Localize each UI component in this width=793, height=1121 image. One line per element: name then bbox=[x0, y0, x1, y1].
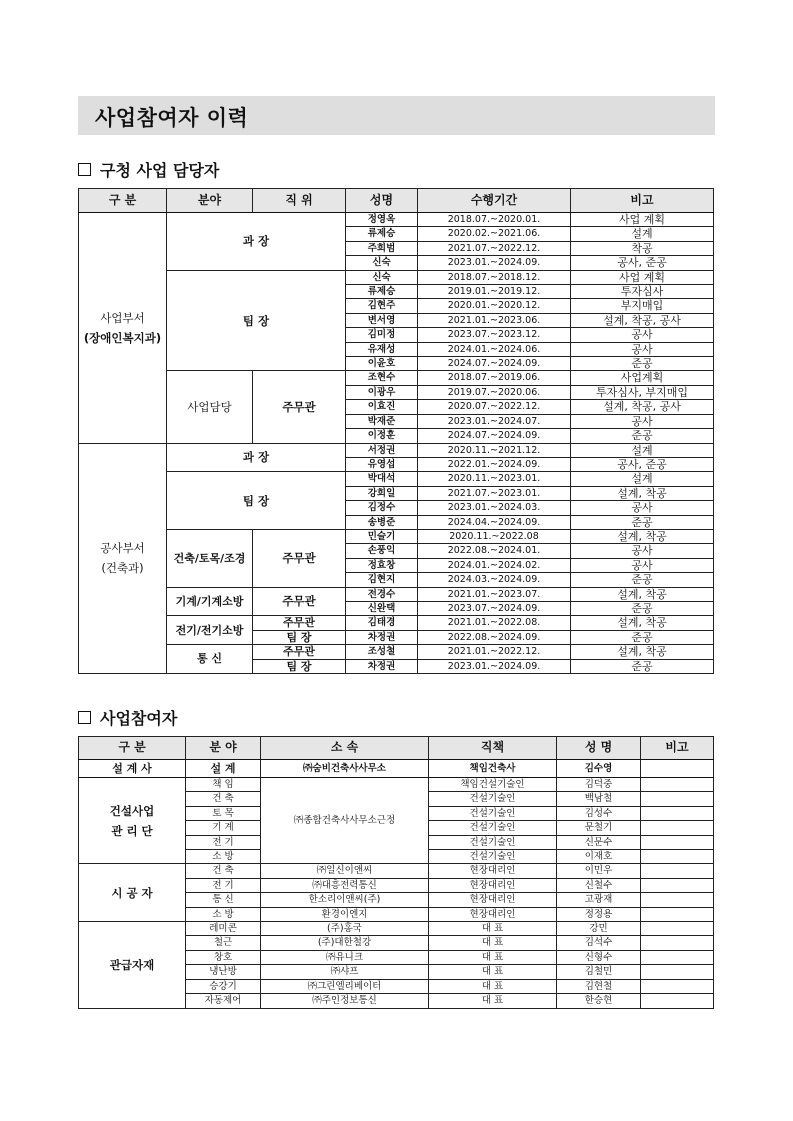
group-label: 사업부서 bbox=[100, 310, 145, 325]
note-cell bbox=[641, 994, 714, 1008]
name-cell: 김철민 bbox=[557, 965, 641, 979]
field-cell: 기 계 bbox=[186, 821, 261, 835]
name-cell: 변서영 bbox=[346, 313, 418, 327]
header-cell: 성 명 bbox=[557, 737, 641, 760]
header-cell: 비고 bbox=[571, 189, 714, 213]
section-title: 구청 사업 담당자 bbox=[100, 161, 220, 180]
note-cell: 설계, 착공, 공사 bbox=[571, 313, 714, 327]
period-cell: 2021.07.~2022.12. bbox=[418, 241, 571, 255]
role-cell: 건설기술인 bbox=[429, 821, 557, 835]
field-cell: 전 기 bbox=[186, 878, 261, 892]
org-cell: ㈜일신이앤씨 bbox=[261, 864, 429, 878]
role-cell: 건설기술인 bbox=[429, 850, 557, 864]
field-cell: 건축/토목/조경 bbox=[167, 529, 253, 587]
note-cell bbox=[641, 850, 714, 864]
note-cell: 부지매입 bbox=[571, 299, 714, 313]
name-cell: 류제승 bbox=[346, 285, 418, 299]
position-cell: 주무관 bbox=[253, 616, 346, 630]
role-cell: 현장대리인 bbox=[429, 893, 557, 907]
field-cell: 전기/전기소방 bbox=[167, 616, 253, 645]
period-cell: 2018.07.~2019.06. bbox=[418, 371, 571, 385]
header-cell: 소 속 bbox=[261, 737, 429, 760]
name-cell: 한승현 bbox=[557, 994, 641, 1008]
note-cell: 준공 bbox=[571, 429, 714, 443]
note-cell bbox=[641, 835, 714, 849]
note-cell bbox=[641, 936, 714, 950]
note-cell: 사업 계획 bbox=[571, 213, 714, 227]
name-cell: 고광재 bbox=[557, 893, 641, 907]
period-cell: 2024.07.~2024.09. bbox=[418, 357, 571, 371]
field-cell: 철근 bbox=[186, 936, 261, 950]
name-cell: 김현지 bbox=[346, 573, 418, 587]
role-cell: 건설기술인 bbox=[429, 806, 557, 820]
table-row bbox=[79, 270, 714, 284]
header-cell: 분 야 bbox=[186, 737, 261, 760]
name-cell: 신완택 bbox=[346, 601, 418, 615]
name-cell: 백남철 bbox=[557, 792, 641, 806]
position-cell: 주무관 bbox=[253, 587, 346, 616]
name-cell: 조현수 bbox=[346, 371, 418, 385]
period-cell: 2024.01.~2024.06. bbox=[418, 342, 571, 356]
name-cell: 이윤호 bbox=[346, 357, 418, 371]
role-cell: 대 표 bbox=[429, 950, 557, 964]
org-cell: 환경이엔지 bbox=[261, 907, 429, 921]
period-cell: 2022.08.~2024.01. bbox=[418, 544, 571, 558]
field-cell: 통 신 bbox=[186, 893, 261, 907]
note-cell bbox=[641, 950, 714, 964]
group-label: 공사부서 bbox=[100, 541, 145, 556]
note-cell: 설계, 착공, 공사 bbox=[571, 400, 714, 414]
role-cell: 대 표 bbox=[429, 936, 557, 950]
position-cell: 주무관 bbox=[253, 371, 346, 443]
group-cell: 시 공 자 bbox=[79, 864, 186, 922]
page-title: 사업참여자 이력 bbox=[95, 106, 249, 130]
field-cell: 통 신 bbox=[167, 645, 253, 674]
period-cell: 2024.01.~2024.02. bbox=[418, 558, 571, 572]
name-cell: 문철기 bbox=[557, 821, 641, 835]
position-cell: 주무관 bbox=[253, 529, 346, 587]
group-cell bbox=[79, 443, 167, 674]
period-cell: 2021.01.~2023.07. bbox=[418, 587, 571, 601]
name-cell: 이재호 bbox=[557, 850, 641, 864]
note-cell: 설계, 착공 bbox=[571, 486, 714, 500]
org-cell: ㈜샤프 bbox=[261, 965, 429, 979]
table-row bbox=[79, 587, 714, 601]
field-cell: 냉난방 bbox=[186, 965, 261, 979]
name-cell: 손풍익 bbox=[346, 544, 418, 558]
position-cell: 팀 장 bbox=[253, 659, 346, 673]
position-cell: 팀 장 bbox=[167, 270, 346, 371]
table-row bbox=[79, 213, 714, 227]
org-cell: ㈜대흥전력통신 bbox=[261, 878, 429, 892]
name-cell: 정효창 bbox=[346, 558, 418, 572]
org-cell: ㈜숨비건축사사무소 bbox=[261, 760, 429, 778]
table-row bbox=[79, 472, 714, 486]
group-sublabel: (장애인복지과) bbox=[83, 330, 162, 345]
note-cell: 공사 bbox=[571, 328, 714, 342]
note-cell: 준공 bbox=[571, 601, 714, 615]
group-cell: 관급자재 bbox=[79, 922, 186, 1008]
note-cell: 준공 bbox=[571, 357, 714, 371]
field-cell: 사업담당 bbox=[167, 371, 253, 443]
note-cell bbox=[641, 792, 714, 806]
org-cell: ㈜그린엘리베이터 bbox=[261, 979, 429, 993]
period-cell: 2020.01.~2020.12. bbox=[418, 299, 571, 313]
period-cell: 2022.08.~2024.09. bbox=[418, 630, 571, 644]
position-cell: 과 장 bbox=[167, 213, 346, 271]
name-cell: 김수영 bbox=[557, 760, 641, 778]
name-cell: 김덕중 bbox=[557, 778, 641, 792]
role-cell: 대 표 bbox=[429, 922, 557, 936]
period-cell: 2024.03.~2024.09. bbox=[418, 573, 571, 587]
table-header-row bbox=[79, 737, 714, 760]
field-cell: 소 방 bbox=[186, 850, 261, 864]
note-cell bbox=[641, 760, 714, 778]
name-cell: 이민우 bbox=[557, 864, 641, 878]
checkbox-square-icon bbox=[78, 163, 91, 176]
table-row bbox=[79, 864, 714, 878]
name-cell: 강희일 bbox=[346, 486, 418, 500]
header-cell: 성명 bbox=[346, 189, 418, 213]
note-cell: 사업계획 bbox=[571, 371, 714, 385]
name-cell: 류제승 bbox=[346, 227, 418, 241]
period-cell: 2020.11.~2022.08 bbox=[418, 529, 571, 543]
period-cell: 2020.07.~2022.12. bbox=[418, 400, 571, 414]
note-cell: 공사 bbox=[571, 544, 714, 558]
period-cell: 2024.04.~2024.09. bbox=[418, 515, 571, 529]
header-cell: 수행기간 bbox=[418, 189, 571, 213]
note-cell bbox=[641, 922, 714, 936]
note-cell: 공사 bbox=[571, 414, 714, 428]
period-cell: 2022.01.~2024.09. bbox=[418, 457, 571, 471]
name-cell: 김석수 bbox=[557, 936, 641, 950]
note-cell bbox=[641, 979, 714, 993]
period-cell: 2023.01.~2024.09. bbox=[418, 256, 571, 270]
note-cell: 설계 bbox=[571, 227, 714, 241]
period-cell: 2023.01.~2024.03. bbox=[418, 501, 571, 515]
group-cell: 설 계 사 bbox=[79, 760, 186, 778]
note-cell: 공사 bbox=[571, 342, 714, 356]
name-cell: 신형수 bbox=[557, 950, 641, 964]
org-cell: ㈜유니크 bbox=[261, 950, 429, 964]
note-cell: 설계, 착공 bbox=[571, 645, 714, 659]
field-cell: 기계/기계소방 bbox=[167, 587, 253, 616]
note-cell: 준공 bbox=[571, 630, 714, 644]
name-cell: 유재성 bbox=[346, 342, 418, 356]
name-cell: 박대석 bbox=[346, 472, 418, 486]
note-cell: 설계, 착공 bbox=[571, 616, 714, 630]
name-cell: 김미정 bbox=[346, 328, 418, 342]
name-cell: 김태경 bbox=[346, 616, 418, 630]
name-cell: 김정수 bbox=[346, 501, 418, 515]
note-cell: 설계 bbox=[571, 443, 714, 457]
period-cell: 2020.02.~2021.06. bbox=[418, 227, 571, 241]
name-cell: 유영섭 bbox=[346, 457, 418, 471]
header-cell: 구 분 bbox=[79, 737, 186, 760]
note-cell bbox=[641, 878, 714, 892]
group-sublabel: (건축과) bbox=[101, 561, 144, 576]
table-row bbox=[79, 529, 714, 543]
table-row bbox=[79, 922, 714, 936]
field-cell: 창호 bbox=[186, 950, 261, 964]
section-title: 사업참여자 bbox=[100, 709, 178, 728]
note-cell: 공사 bbox=[571, 501, 714, 515]
field-cell: 토 목 bbox=[186, 806, 261, 820]
role-cell: 건설기술인 bbox=[429, 835, 557, 849]
note-cell: 사업 계획 bbox=[571, 270, 714, 284]
org-cell: ㈜주인정보통신 bbox=[261, 994, 429, 1008]
name-cell: 김현철 bbox=[557, 979, 641, 993]
note-cell: 설계, 착공 bbox=[571, 587, 714, 601]
table-row bbox=[79, 778, 714, 792]
group-cell bbox=[79, 778, 186, 864]
role-cell: 책임건축사 bbox=[429, 760, 557, 778]
header-cell: 직 위 bbox=[253, 189, 346, 213]
note-cell bbox=[641, 821, 714, 835]
name-cell: 박재준 bbox=[346, 414, 418, 428]
period-cell: 2021.01.~2022.08. bbox=[418, 616, 571, 630]
period-cell: 2018.07.~2020.01. bbox=[418, 213, 571, 227]
section-heading-participants bbox=[78, 706, 177, 729]
role-cell: 대 표 bbox=[429, 994, 557, 1008]
table-row bbox=[79, 371, 714, 385]
period-cell: 2023.07.~2023.12. bbox=[418, 328, 571, 342]
note-cell bbox=[641, 893, 714, 907]
period-cell: 2019.01.~2019.12. bbox=[418, 285, 571, 299]
group-cell bbox=[79, 213, 167, 444]
position-cell: 과 장 bbox=[167, 443, 346, 472]
name-cell: 전경수 bbox=[346, 587, 418, 601]
note-cell: 공사, 준공 bbox=[571, 457, 714, 471]
officials-table bbox=[78, 188, 714, 674]
period-cell: 2020.11.~2021.12. bbox=[418, 443, 571, 457]
name-cell: 신숙 bbox=[346, 270, 418, 284]
name-cell: 정정용 bbox=[557, 907, 641, 921]
role-cell: 현장대리인 bbox=[429, 907, 557, 921]
period-cell: 2018.07.~2018.12. bbox=[418, 270, 571, 284]
role-cell: 대 표 bbox=[429, 979, 557, 993]
group-label: 건설사업 bbox=[109, 803, 155, 818]
name-cell: 이효진 bbox=[346, 400, 418, 414]
note-cell: 착공 bbox=[571, 241, 714, 255]
note-cell: 공사, 준공 bbox=[571, 256, 714, 270]
role-cell: 현장대리인 bbox=[429, 878, 557, 892]
note-cell: 공사 bbox=[571, 558, 714, 572]
role-cell: 대 표 bbox=[429, 965, 557, 979]
period-cell: 2019.07.~2020.06. bbox=[418, 385, 571, 399]
period-cell: 2023.01.~2024.07. bbox=[418, 414, 571, 428]
org-cell: 한소리이앤씨(주) bbox=[261, 893, 429, 907]
header-cell: 분야 bbox=[167, 189, 253, 213]
header-cell: 직책 bbox=[429, 737, 557, 760]
section-heading-officials bbox=[78, 158, 219, 181]
period-cell: 2024.07.~2024.09. bbox=[418, 429, 571, 443]
position-cell: 주무관 bbox=[253, 645, 346, 659]
name-cell: 주희범 bbox=[346, 241, 418, 255]
name-cell: 이광우 bbox=[346, 385, 418, 399]
note-cell: 준공 bbox=[571, 573, 714, 587]
position-cell: 팀 장 bbox=[167, 472, 346, 530]
header-cell: 구 분 bbox=[79, 189, 167, 213]
role-cell: 건설기술인 bbox=[429, 792, 557, 806]
note-cell: 투자심사 bbox=[571, 285, 714, 299]
name-cell: 송병준 bbox=[346, 515, 418, 529]
page-title-bar bbox=[78, 96, 715, 135]
name-cell: 민슬기 bbox=[346, 529, 418, 543]
note-cell bbox=[641, 907, 714, 921]
name-cell: 이정훈 bbox=[346, 429, 418, 443]
name-cell: 강민 bbox=[557, 922, 641, 936]
note-cell bbox=[641, 806, 714, 820]
note-cell bbox=[641, 965, 714, 979]
name-cell: 신숙 bbox=[346, 256, 418, 270]
field-cell: 설 계 bbox=[186, 760, 261, 778]
field-cell: 자동제어 bbox=[186, 994, 261, 1008]
name-cell: 정영옥 bbox=[346, 213, 418, 227]
name-cell: 신철수 bbox=[557, 878, 641, 892]
period-cell: 2021.01.~2022.12. bbox=[418, 645, 571, 659]
note-cell bbox=[641, 864, 714, 878]
field-cell: 건 축 bbox=[186, 792, 261, 806]
period-cell: 2021.01.~2023.06. bbox=[418, 313, 571, 327]
name-cell: 신문수 bbox=[557, 835, 641, 849]
note-cell: 투자심사, 부지매입 bbox=[571, 385, 714, 399]
header-cell: 비고 bbox=[641, 737, 714, 760]
period-cell: 2023.01.~2024.09. bbox=[418, 659, 571, 673]
period-cell: 2020.11.~2023.01. bbox=[418, 472, 571, 486]
name-cell: 김현주 bbox=[346, 299, 418, 313]
field-cell: 레미콘 bbox=[186, 922, 261, 936]
field-cell: 승강기 bbox=[186, 979, 261, 993]
note-cell: 준공 bbox=[571, 515, 714, 529]
name-cell: 김성수 bbox=[557, 806, 641, 820]
field-cell: 전 기 bbox=[186, 835, 261, 849]
org-cell: (주)홍국 bbox=[261, 922, 429, 936]
role-cell: 현장대리인 bbox=[429, 864, 557, 878]
org-cell: ㈜종합건축사사무소근정 bbox=[261, 778, 429, 864]
period-cell: 2023.07.~2024.09. bbox=[418, 601, 571, 615]
note-cell: 설계, 착공 bbox=[571, 529, 714, 543]
period-cell: 2021.07.~2023.01. bbox=[418, 486, 571, 500]
field-cell: 소 방 bbox=[186, 907, 261, 921]
name-cell: 차정권 bbox=[346, 659, 418, 673]
role-cell: 책임건설기술인 bbox=[429, 778, 557, 792]
note-cell: 준공 bbox=[571, 659, 714, 673]
org-cell: (주)대한철강 bbox=[261, 936, 429, 950]
checkbox-square-icon bbox=[78, 711, 91, 724]
name-cell: 차정권 bbox=[346, 630, 418, 644]
note-cell bbox=[641, 778, 714, 792]
table-header-row bbox=[79, 189, 714, 213]
field-cell: 책 임 bbox=[186, 778, 261, 792]
name-cell: 조성철 bbox=[346, 645, 418, 659]
table-row bbox=[79, 443, 714, 457]
table-row bbox=[79, 645, 714, 659]
participants-table bbox=[78, 736, 714, 1009]
group-sublabel: 관 리 단 bbox=[111, 823, 153, 838]
position-cell: 팀 장 bbox=[253, 630, 346, 644]
table-row bbox=[79, 760, 714, 778]
table-row bbox=[79, 616, 714, 630]
note-cell: 설계 bbox=[571, 472, 714, 486]
name-cell: 서정권 bbox=[346, 443, 418, 457]
field-cell: 건 축 bbox=[186, 864, 261, 878]
